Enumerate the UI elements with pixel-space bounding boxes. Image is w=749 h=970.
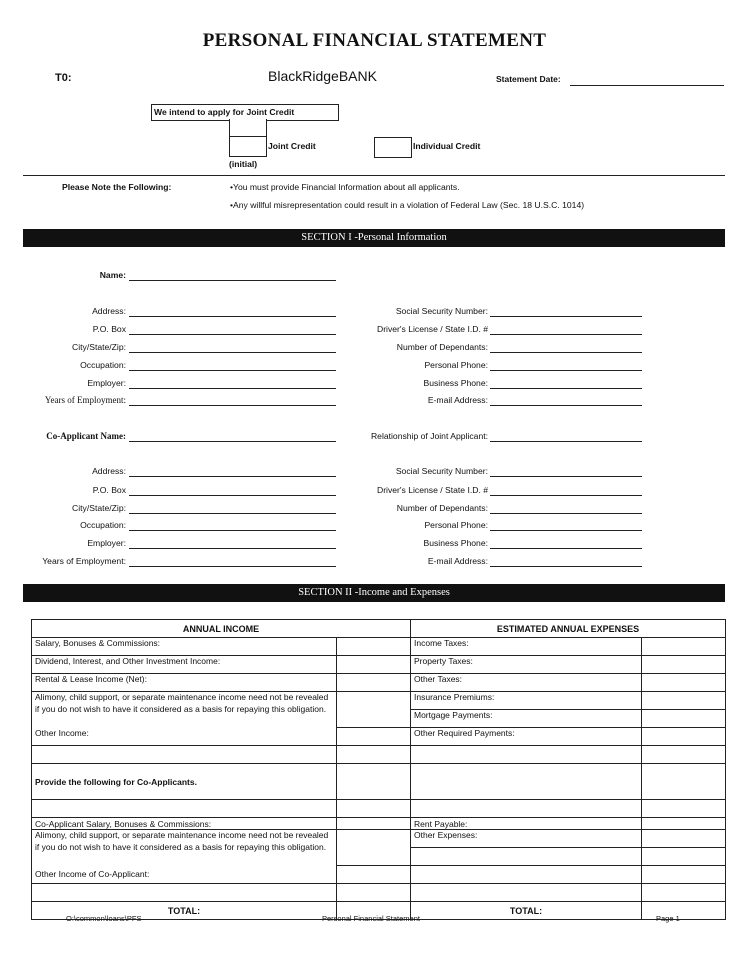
drivers-license-label: Driver's License / State I.D. # (376, 324, 488, 334)
income-row-label (32, 746, 337, 764)
income-row-label: Rental & Lease Income (Net): (32, 674, 337, 692)
expense-amount-cell[interactable] (642, 746, 726, 764)
expense-row-label: Rent Payable: (411, 818, 642, 830)
co-drivers-license-field[interactable] (490, 495, 642, 496)
section1-title: SECTION I -Personal Information (301, 232, 447, 243)
table-row (32, 692, 726, 710)
city-state-zip-label: City/State/Zip: (72, 342, 126, 352)
expense-row-label (411, 764, 642, 800)
income-total-label: TOTAL: (32, 902, 337, 920)
income-amount-cell[interactable] (337, 656, 411, 674)
co-employer-label: Employer: (87, 538, 126, 548)
email-field[interactable] (490, 405, 642, 406)
expense-amount-cell[interactable] (642, 692, 726, 710)
co-personal-phone-label: Personal Phone: (424, 520, 488, 530)
table-header-row (32, 620, 726, 638)
expense-row-label: Income Taxes: (411, 638, 642, 656)
income-amount-cell[interactable] (337, 818, 411, 830)
income-row-label: Other Income of Co-Applicant: (32, 866, 337, 884)
expense-amount-cell[interactable] (642, 800, 726, 818)
table-row (32, 764, 726, 800)
expense-row-label (411, 866, 642, 884)
individual-credit-label: Individual Credit (413, 141, 481, 151)
expense-row-label: Mortgage Payments: (411, 710, 642, 728)
table-row (32, 656, 726, 674)
dependants-field[interactable] (490, 352, 642, 353)
expense-amount-cell[interactable] (642, 830, 726, 848)
page-title: PERSONAL FINANCIAL STATEMENT (202, 30, 547, 51)
note-item: •You must provide Financial Information about all applicants. (230, 182, 460, 192)
address-label: Address: (92, 306, 126, 316)
income-amount-cell[interactable] (337, 884, 411, 902)
individual-credit-checkbox[interactable] (374, 137, 412, 158)
co-occupation-label: Occupation: (80, 520, 126, 530)
table-row (32, 674, 726, 692)
joint-credit-checkbox[interactable] (229, 136, 267, 157)
table-row (32, 728, 726, 746)
coapplicant-subheading: Provide the following for Co-Applicants. (32, 764, 337, 800)
ssn-field[interactable] (490, 316, 642, 317)
expense-amount-cell[interactable] (642, 710, 726, 728)
co-drivers-license-label: Driver's License / State I.D. # (376, 485, 488, 495)
expense-amount-cell[interactable] (642, 818, 726, 830)
co-po-box-field[interactable] (129, 495, 336, 496)
expense-row-label: Insurance Premiums: (411, 692, 642, 710)
joint-credit-initial-upper (229, 119, 267, 136)
expense-amount-cell[interactable] (642, 848, 726, 866)
statement-date-field[interactable] (570, 85, 724, 86)
relationship-field[interactable] (490, 441, 642, 442)
footer-center: Personal Financial Statement (322, 914, 420, 923)
table-row (32, 746, 726, 764)
ssn-label: Social Security Number: (395, 306, 488, 316)
income-amount-cell[interactable] (337, 764, 411, 800)
po-box-label: P.O. Box (92, 324, 126, 334)
expense-row-label (411, 746, 642, 764)
joint-credit-label: Joint Credit (268, 141, 316, 151)
expense-row-label: Other Required Payments: (411, 728, 642, 746)
footer-path: O:\common\loans\PFS (66, 914, 142, 923)
address-field[interactable] (129, 316, 336, 317)
co-employer-field[interactable] (129, 548, 336, 549)
expense-amount-cell[interactable] (642, 638, 726, 656)
expense-amount-cell[interactable] (642, 764, 726, 800)
expense-row-label (411, 800, 642, 818)
table-row (32, 884, 726, 902)
expense-amount-cell[interactable] (642, 674, 726, 692)
email-label: E-mail Address: (427, 395, 488, 405)
income-amount-cell[interactable] (337, 866, 411, 884)
expense-amount-cell[interactable] (642, 656, 726, 674)
co-dependants-label: Number of Dependants: (396, 503, 488, 513)
alimony-note: Alimony, child support, or separate maintenance income need not be revealed if you do not wish to have it considered as a basis for repaying this obligation. (32, 692, 337, 728)
notes-heading: Please Note the Following: (62, 182, 172, 192)
co-po-box-label: P.O. Box (92, 485, 126, 495)
co-address-field[interactable] (129, 476, 336, 477)
expense-amount-cell[interactable] (642, 728, 726, 746)
statement-date-label: Statement Date: (496, 74, 561, 84)
income-amount-cell[interactable] (337, 728, 411, 746)
footer-page: Page 1 (656, 914, 680, 923)
co-business-phone-label: Business Phone: (423, 538, 488, 548)
income-row-label: Salary, Bonuses & Commissions: (32, 638, 337, 656)
expenses-header: ESTIMATED ANNUAL EXPENSES (411, 620, 726, 638)
expense-row-label: Other Taxes: (411, 674, 642, 692)
employer-label: Employer: (87, 378, 126, 388)
co-ssn-label: Social Security Number: (395, 466, 488, 476)
co-email-label: E-mail Address: (427, 556, 488, 566)
joint-credit-intent-label: We intend to apply for Joint Credit (154, 107, 295, 117)
years-employment-label: Years of Employment: (44, 395, 126, 405)
co-years-employment-field[interactable] (129, 566, 336, 567)
years-employment-field[interactable] (129, 405, 336, 406)
co-business-phone-field[interactable] (490, 548, 642, 549)
section2-header (23, 584, 725, 602)
header-divider (23, 175, 725, 176)
expense-row-label: Property Taxes: (411, 656, 642, 674)
expense-row-label (411, 848, 642, 866)
expense-amount-cell[interactable] (642, 866, 726, 884)
expense-row-label (411, 884, 642, 902)
co-city-state-zip-field[interactable] (129, 513, 336, 514)
table-row (32, 818, 726, 830)
expense-amount-cell[interactable] (642, 884, 726, 902)
occupation-label: Occupation: (80, 360, 126, 370)
city-state-zip-field[interactable] (129, 352, 336, 353)
income-amount-cell[interactable] (337, 638, 411, 656)
income-amount-cell[interactable] (337, 692, 411, 728)
expense-total-cell[interactable] (642, 902, 726, 920)
expense-row-label: Other Expenses: (411, 830, 642, 848)
personal-phone-field[interactable] (490, 370, 642, 371)
table-row (32, 638, 726, 656)
co-ssn-field[interactable] (490, 476, 642, 477)
dependants-label: Number of Dependants: (396, 342, 488, 352)
co-city-state-zip-label: City/State/Zip: (72, 503, 126, 513)
income-header: ANNUAL INCOME (32, 620, 411, 638)
po-box-field[interactable] (129, 334, 336, 335)
employer-field[interactable] (129, 388, 336, 389)
bank-name: BlackRidgeBANK (268, 68, 377, 84)
initial-label: (initial) (229, 159, 258, 169)
occupation-field[interactable] (129, 370, 336, 371)
co-occupation-field[interactable] (129, 530, 336, 531)
coapplicant-name-label: Co-Applicant Name: (46, 431, 126, 441)
co-address-label: Address: (92, 466, 126, 476)
income-row-label: Dividend, Interest, and Other Investment Income: (32, 656, 337, 674)
income-row-label (32, 884, 337, 902)
business-phone-field[interactable] (490, 388, 642, 389)
income-amount-cell[interactable] (337, 800, 411, 818)
table-row (32, 866, 726, 884)
drivers-license-field[interactable] (490, 334, 642, 335)
income-expense-table (31, 619, 726, 920)
co-years-employment-label: Years of Employment: (42, 556, 126, 566)
to-label: T0: (55, 72, 72, 84)
co-personal-phone-field[interactable] (490, 530, 642, 531)
section1-header (23, 229, 725, 247)
income-amount-cell[interactable] (337, 674, 411, 692)
name-field[interactable] (129, 280, 336, 281)
business-phone-label: Business Phone: (423, 378, 488, 388)
name-label: Name: (99, 270, 126, 280)
relationship-label: Relationship of Joint Applicant: (370, 431, 488, 441)
table-row (32, 800, 726, 818)
income-row-label: Co-Applicant Salary, Bonuses & Commissions: (32, 818, 337, 830)
section2-title: SECTION II -Income and Expenses (298, 587, 450, 598)
note-item: •Any willful misrepresentation could result in a violation of Federal Law (Sec. 18 U.S.C. 1014) (230, 200, 585, 210)
expense-total-label: TOTAL: (411, 902, 642, 920)
income-amount-cell[interactable] (337, 830, 411, 866)
co-email-field[interactable] (490, 566, 642, 567)
co-dependants-field[interactable] (490, 513, 642, 514)
income-amount-cell[interactable] (337, 746, 411, 764)
personal-phone-label: Personal Phone: (424, 360, 488, 370)
coapplicant-name-field[interactable] (129, 441, 336, 442)
table-row (32, 830, 726, 848)
co-alimony-note: Alimony, child support, or separate maintenance income need not be revealed if you do not wish to have it considered as a basis for repaying this obligation. (32, 830, 337, 866)
income-row-label (32, 800, 337, 818)
income-row-label: Other Income: (32, 728, 337, 746)
